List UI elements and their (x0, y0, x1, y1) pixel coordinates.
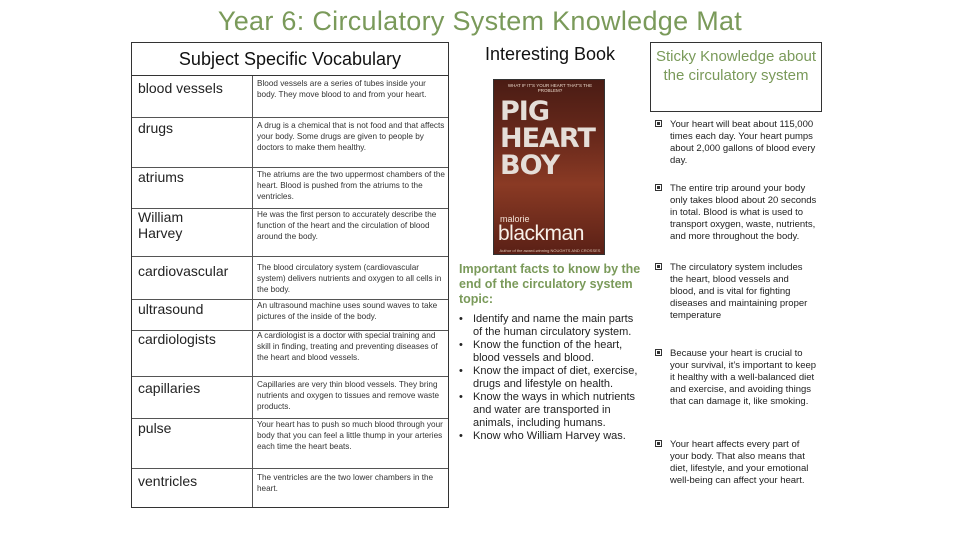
vocab-row (132, 76, 448, 118)
checkbox-bullet-icon (655, 184, 662, 191)
checkbox-bullet-icon (655, 120, 662, 127)
book-cover-tagline: WHAT IF IT'S YOUR HEART THAT'S THE PROBLEM? (507, 83, 593, 93)
sticky-text: The entire trip around your body only takes blood about 20 seconds in total. Blood is what is used to transport oxygen, waste, nutrients, and more throughout the body. (670, 183, 817, 242)
vocab-term: ventricles (138, 473, 198, 489)
vocab-row (132, 469, 448, 507)
book-heading: Interesting Book (484, 44, 616, 64)
bullet-icon: • (459, 430, 463, 442)
fact-text: Identify and name the main parts of the human circulatory system. (473, 313, 634, 338)
sticky-text: Your heart affects every part of your body. That also means that diet, lifestyle, and your emotional well-being can affect your heart. (670, 439, 809, 486)
bullet-icon: • (459, 313, 463, 325)
vocab-row (132, 257, 448, 300)
bullet-icon: • (459, 365, 463, 377)
sticky-heading: Sticky Knowledge about the circulatory system (650, 42, 822, 112)
sticky-text: Your heart will beat about 115,000 times each day. Your heart pumps about 2,000 gallons of blood every day. (670, 119, 816, 166)
book-cover-title: PIG HEART BOY (500, 96, 595, 181)
vocab-term: atriums (138, 169, 184, 185)
bullet-icon: • (459, 391, 463, 403)
book-cover-blurb: Author of the award-winning NOUGHTS AND CROSSES (499, 248, 601, 253)
list-item (459, 339, 645, 365)
vocab-row (132, 331, 448, 377)
vocab-definition: A drug is a chemical that is not food and that affects your body. Some drugs are given to people by doctors to make them healthy. (257, 121, 445, 152)
fact-text: Know the ways in which nutrients and water are transported in animals, including humans. (473, 391, 636, 429)
vocab-term: cardiovascular (138, 263, 229, 279)
book-cover-author-first: malorie (500, 214, 530, 224)
fact-text: Know who William Harvey was. (473, 430, 626, 442)
list-item (459, 391, 645, 430)
fact-text: Know the function of the heart, blood vessels and blood. (473, 339, 623, 364)
checkbox-bullet-icon (655, 349, 662, 356)
vocab-term: ultrasound (138, 301, 204, 317)
vocab-definition: An ultrasound machine uses sound waves to take pictures of the inside of the body. (257, 301, 438, 321)
sticky-text: Because your heart is crucial to your survival, it’s important to keep it healthy with a well-balanced diet and exercise, and avoiding things that can damage it, like smoking. (670, 348, 817, 407)
vocab-definition: Capillaries are very thin blood vessels. They bring nutrients and oxygen to tissues and remove waste products. (257, 380, 440, 411)
vocab-definition: The atriums are the two uppermost chambers of the heart. Blood is pushed from the atriums to the ventricles. (257, 170, 445, 201)
vocab-definition: He was the first person to accurately describe the function of the heart and the circulation of blood around the body. (257, 210, 437, 241)
vocabulary-table (131, 42, 449, 508)
bullet-icon: • (459, 339, 463, 351)
sticky-text: The circulatory system includes the heart, blood vessels and blood, and is vital for fighting diseases and maintaining proper temperature (670, 262, 808, 321)
vocab-term: pulse (138, 420, 172, 436)
book-cover-image (493, 79, 605, 255)
vocab-term: cardiologists (138, 331, 216, 347)
vocab-definition: The ventricles are the two lower chambers in the heart. (257, 473, 434, 493)
vocab-term: blood vessels (138, 80, 223, 96)
column-divider (252, 76, 253, 507)
facts-list (459, 313, 645, 443)
vocabulary-heading: Subject Specific Vocabulary (132, 43, 448, 76)
list-item (459, 313, 645, 339)
vocab-row (132, 419, 448, 469)
vocab-term: capillaries (138, 380, 201, 396)
vocab-row (132, 300, 448, 331)
vocab-row (132, 168, 448, 209)
list-item (459, 430, 645, 443)
vocab-row (132, 209, 448, 257)
vocab-definition: Your heart has to push so much blood through your body that you can feel a little thump in your arteries each time the heart beats. (257, 420, 443, 451)
vocab-row (132, 118, 448, 168)
checkbox-bullet-icon (655, 440, 662, 447)
fact-text: Know the impact of diet, exercise, drugs and lifestyle on health. (473, 365, 638, 390)
list-item (459, 365, 645, 391)
book-cover-author: blackman (498, 222, 584, 245)
vocab-term: drugs (138, 120, 174, 136)
facts-heading: Important facts to know by the end of the circulatory system topic: (459, 262, 641, 306)
vocab-term: William Harvey (138, 209, 184, 241)
vocab-row (132, 377, 448, 419)
vocab-definition: Blood vessels are a series of tubes inside your body. They move blood to and from your heart. (257, 79, 427, 99)
page-title: Year 6: Circulatory System Knowledge Mat (217, 6, 743, 36)
vocab-definition: The blood circulatory system (cardiovascular system) delivers nutrients and oxygen to all cells in the body. (257, 263, 442, 294)
checkbox-bullet-icon (655, 263, 662, 270)
vocab-definition: A cardiologist is a doctor with special training and skill in finding, treating and preventing diseases of the heart and blood vessels. (257, 331, 438, 362)
